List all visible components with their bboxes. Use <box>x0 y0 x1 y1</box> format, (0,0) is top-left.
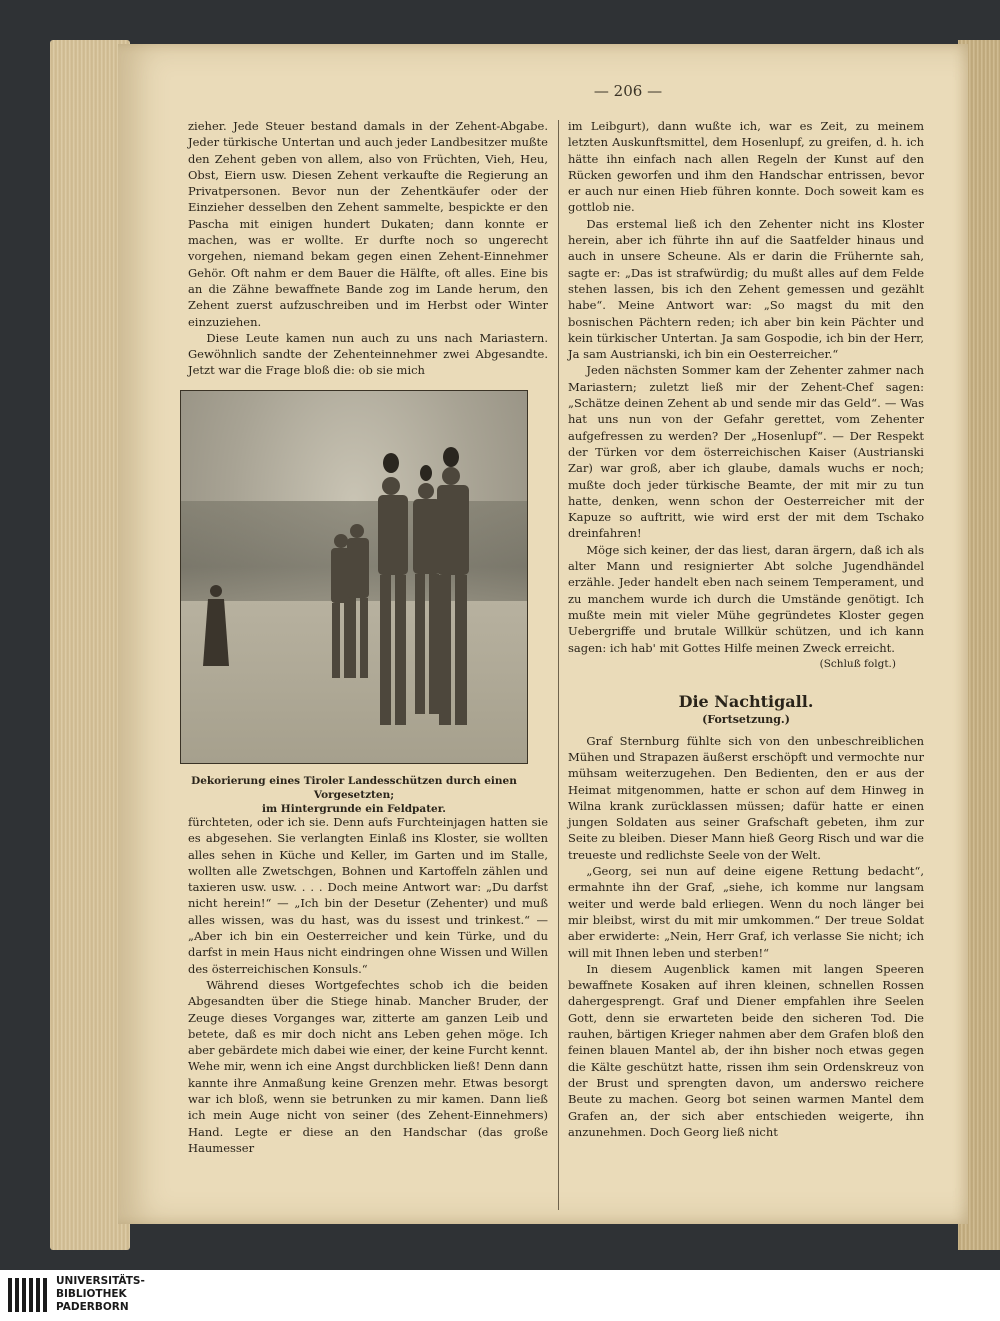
decoration-photo <box>180 390 528 764</box>
right-paragraph-3: Jeden nächsten Sommer kam der Zehenter zahmer nach Mariastern; zuletzt ließ mir der Zehent-Chef sagen: „Schätze deinen Zehent ab und sende mir das Geld“. — Was hat uns nun von der Gefahr gerettet, vom Zehenter aufgefressen zu werden? Der „Hosenlupf“. — Der Respekt der Türken vor dem österreichischen Kaiser (Austrianski Zar) war groß, aber ich glaube, damals wuchs er noch; mußte doch jeder türkische Beamte, der mit mir zu tun hatte, denken, wenn schon der Oesterreicher mit der Kapuze so auftritt, wie wird erst der mit dem Tschako dreinfahren! <box>568 363 924 541</box>
right-paragraph-5: Graf Sternburg fühlte sich von den unbeschreiblichen Mühen und Strapazen äußerst erschöpft und vermochte nur mühsam weiterzugehen. Den Bedienten, den er aus der Heimat mitgenommen, hatte er schon auf dem Hinweg in Wilna krank zurücklassen müssen; dafür hatte er einen jungen Soldaten aus seiner Grafschaft gebeten, ihm zur Seite zu bleiben. Dieser Mann hieß Georg Risch und war die treueste und redlichste Seele von der Welt. <box>568 733 924 862</box>
photo-figures <box>181 391 527 763</box>
story-subtitle: (Fortsetzung.) <box>702 713 790 727</box>
library-name <box>56 1275 145 1314</box>
right-paragraph-7: In diesem Augenblick kamen mit langen Speeren bewaffnete Kosaken auf ihren kleinen, schnellen Rossen dahergesprengt. Graf und Diener empfahlen ihre Seelen Gott, denn sie erwarteten beide den sicheren Tod. Die rauhen, bärtigen Krieger nahmen aber dem Grafen bloß den feinen blauen Mantel ab, der ihn bisher noch etwas gegen die Kälte geschützt hatte, rissen ihm sein Ordenskreuz von der Brust und sprengten davon, um anderswo reichere Beute zu machen. Georg bot seinen warmen Mantel dem Grafen an, der sich aber entschieden weigerte, ihn anzunehmen. Doch Georg ließ nicht <box>568 961 924 1139</box>
left-column-lower <box>188 814 548 1156</box>
photo-caption <box>174 774 534 816</box>
library-name-line-1: UNIVERSITÄTS- <box>56 1275 145 1287</box>
footer-bar <box>0 1270 1000 1321</box>
book-page <box>118 44 968 1224</box>
caption-line-1: Dekorierung eines Tiroler Landesschützen durch einen Vorgesetzten; <box>191 775 517 801</box>
left-paragraph-1: zieher. Jede Steuer bestand damals in der Zehent-Abgabe. Jeder türkische Untertan und auch jeder Landbesitzer mußte den Zehent geben von allem, also von Früchten, Vieh, Heu, Obst, Eiern usw. Diesen Zehent verkaufte die Regierung an Privatpersonen. Bevor nun der Zehentkäufer oder der Einzieher desselben den Zehent sammelte, bespickte er den Pascha mit einigen hundert Dukaten; dann konnte er machen, was er wollte. Er durfte noch so ungerecht vorgehen, niemand bekam gegen einen Zehent-Einnehmer Gehör. Oft nahm er dem Bauer die Hälfte, oft alles. Eine bis an die Zähne bewaffnete Bande zog im Lande herum, den Zehent zuerst aufzuschreiben und im Herbst oder Winter einzuziehen. <box>188 119 548 329</box>
story-title: Die Nachtigall. <box>678 692 814 712</box>
left-paragraph-4: Während dieses Wortgefechtes schob ich die beiden Abgesandten über die Stiege hinab. Mancher Bruder, der Zeuge dieses Vorganges war, zitterte am ganzen Leib und betete, daß es mir doch nicht ans Leben gehen möge. Ich aber gebärdete mich dabei wie einer, der keine Furcht kennt. Wehe mir, wenn ich eine Angst durchblicken ließ! Denn dann kannte ihre Anmaßung keine Grenzen mehr. Etwas besorgt war ich bloß, wenn sie betrunken zu mir kamen. Dann ließ ich mein Auge nicht von seiner (des Zehent-Einnehmers) Hand. Legte er diese an den Handschar (das große Haumesser <box>188 977 548 1155</box>
library-logo-icon <box>6 1274 50 1316</box>
soldiers-figures <box>331 467 469 725</box>
left-paragraph-2: Diese Leute kamen nun auch zu uns nach Mariastern. Gewöhnlich sandte der Zehenteinnehmer zwei Abgesandte. Jetzt war die Frage bloß die: ob sie mich <box>188 330 548 378</box>
library-name-line-2: BIBLIOTHEK <box>56 1288 127 1300</box>
caption-line-2: im Hintergrunde ein Feldpater. <box>262 803 446 815</box>
library-name-line-3: PADERBORN <box>56 1301 129 1313</box>
right-paragraph-6: „Georg, sei nun auf deine eigene Rettung bedacht“, ermahnte ihn der Graf, „siehe, ich komme nur langsam weiter und werde bald erliegen. Wenn du noch länger bei mir bleibst, wirst du mit mir umkommen.“ Der treue Soldat aber erwiderte: „Nein, Herr Graf, ich verlasse Sie nicht; ich will mit Ihnen leben und sterben!“ <box>568 864 924 960</box>
closing-note: (Schluß folgt.) <box>819 657 896 670</box>
page-number: — 206 — <box>593 82 663 100</box>
right-paragraph-1: im Leibgurt), dann wußte ich, war es Zeit, zu meinem letzten Auskunftsmittel, dem Hosenlupf, zu greifen, d. h. ich hätte ihn einfach nach allen Regeln der Kunst auf den Rücken geworfen und ihm den Handschar entrissen, bevor er auch nur einen Hieb führen konnte. Doch soweit kam es gottlob nie. <box>568 119 924 215</box>
left-column <box>188 118 548 379</box>
column-divider <box>558 120 559 1210</box>
friar-figure <box>203 585 229 666</box>
right-paragraph-2: Das erstemal ließ ich den Zehenter nicht ins Kloster herein, aber ich führte ihn auf die Saatfelder hinaus und auch in unsere Scheune. Als er darin die Frühernte sah, sagte er: „Das ist strafwürdig; du mußt alles auf dem Felde stehen lassen, bis ich den Zehent gemessen und gezählt habe“. Meine Antwort war: „So magst du mit den bosnischen Pächtern reden; ich aber bin kein Pächter und kein türkischer Untertan. Ja sam Gospodie, ich bin der Herr, Ja sam Austrianski, ich bin ein Oesterreicher.“ <box>568 216 924 362</box>
left-paragraph-3: fürchteten, oder ich sie. Denn aufs Furchteinjagen hatten sie es abgesehen. Sie verlangten Einlaß ins Kloster, sie wollten alles sehen in Küche und Keller, im Garten und im Stalle, wollten alle Zwetschgen, Bohnen und Kartoffeln zählen und taxieren usw. usw. . . . Doch meine Antwort war: „Du darfst nicht herein!“ — „Ich bin der Desetur (Zehenter) und muß alles wissen, was du hast, was du issest und trinkest.“ — „Aber ich bin ein Oesterreicher und kein Türke, und du darfst in mein Haus nicht eindringen ohne Wissen und Willen des österreichischen Konsuls.“ <box>188 815 548 976</box>
right-column <box>568 118 924 1140</box>
right-paragraph-4: Möge sich keiner, der das liest, daran ärgern, daß ich als alter Mann und resignierter Abt solche Jugendhändel erzähle. Jeder handelt eben nach seinem Temperament, und zu manchem wurde ich durch die Umstände genötigt. Ich mußte mein mit vieler Mühe gegründetes Kloster gegen Uebergriffe und brutale Willkür schützen, und ich kann sagen: ich hab' mit Gottes Hilfe meinen Zweck erreicht. <box>568 542 924 655</box>
